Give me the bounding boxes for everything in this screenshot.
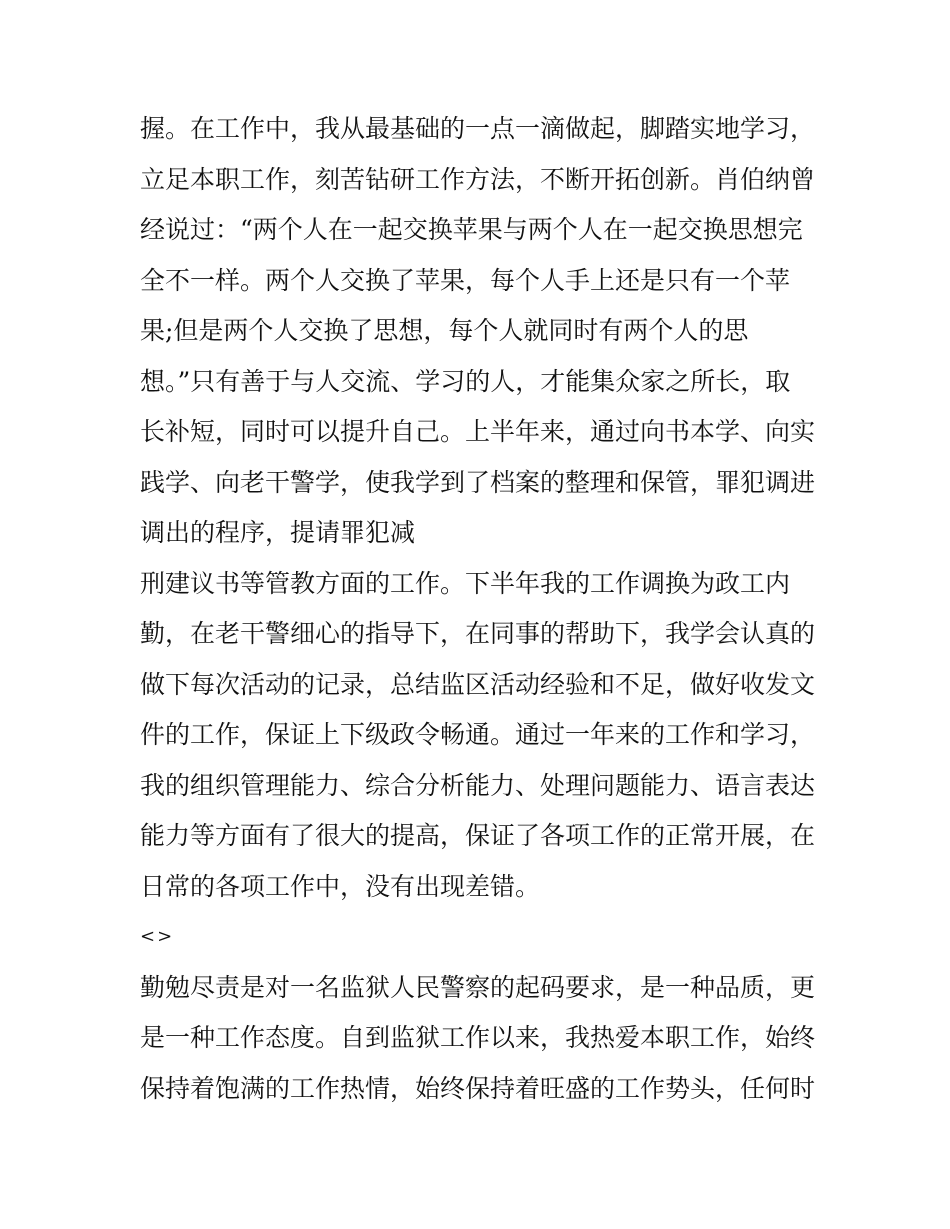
text-line: 长补短，同时可以提升自己。上半年来，通过向书本学、向实 xyxy=(140,417,816,446)
text-line: 全不一样。两个人交换了苹果，每个人手上还是只有一个苹 xyxy=(140,265,791,295)
text-line: 保持着饱满的工作热情，始终保持着旺盛的工作势头，任何时 xyxy=(140,1073,816,1103)
text-line: 果;但是两个人交换了思想，每个人就同时有两个人的思 xyxy=(140,316,749,345)
section-separator: <> xyxy=(140,926,175,947)
text-line: 刑建议书等管教方面的工作。下半年我的工作调换为政工内 xyxy=(140,568,791,598)
text-line: 是一种工作态度。自到监狱工作以来，我热爱本职工作，始终 xyxy=(140,1023,816,1052)
text-line: 件的工作，保证上下级政令畅通。通过一年来的工作和学习， xyxy=(140,720,816,749)
text-line: 勤勉尽责是对一名监狱人民警察的起码要求，是一种品质，更 xyxy=(140,972,816,1002)
text-line: 立足本职工作，刻苦钻研工作方法，不断开拓创新。肖伯纳曾 xyxy=(140,164,816,194)
text-line: 我的组织管理能力、综合分析能力、处理问题能力、语言表达 xyxy=(140,770,816,800)
text-line: 践学、向老干警学，使我学到了档案的整理和保管，罪犯调进 xyxy=(140,467,816,497)
text-line: 勤，在老干警细心的指导下，在同事的帮助下，我学会认真的 xyxy=(140,619,816,648)
text-line: 想。”只有善于与人交流、学习的人，才能集众家之所长，取 xyxy=(140,366,791,396)
document-body xyxy=(140,104,830,1114)
text-line: 调出的程序，提请罪犯减 xyxy=(140,518,416,547)
text-line: 做下每次活动的记录，总结监区活动经验和不足，做好收发文 xyxy=(140,669,816,699)
text-line: 日常的各项工作中，没有出现差错。 xyxy=(140,871,541,901)
text-line: 经说过：“两个人在一起交换苹果与两个人在一起交换思想完 xyxy=(140,215,803,244)
text-line: 握。在工作中，我从最基础的一点一滴做起，脚踏实地学习， xyxy=(140,114,816,143)
text-line: 能力等方面有了很大的提高，保证了各项工作的正常开展，在 xyxy=(140,821,816,850)
